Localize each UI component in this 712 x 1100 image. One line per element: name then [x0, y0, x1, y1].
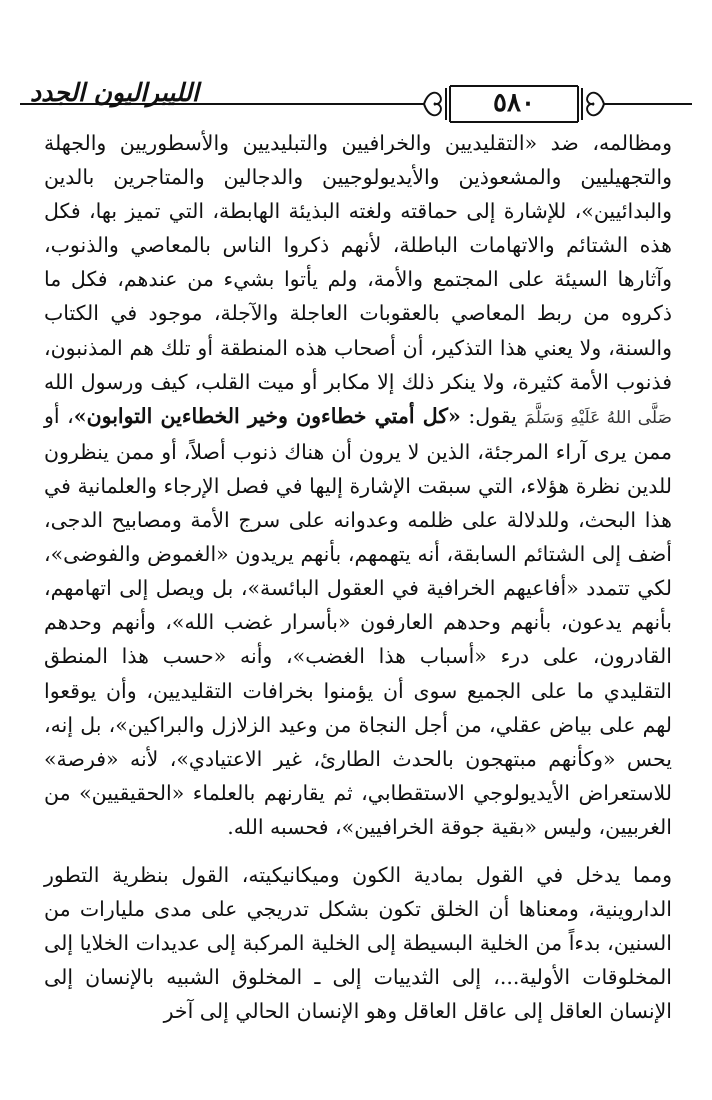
text-line: غير الاعتيادي»، لأنه «فرصة» للاستعراض الأيديولوجي الاستقطابي، ثم يقارنهم [44, 746, 672, 805]
page-number: ٥٨٠ [493, 88, 535, 118]
honorific-symbol: صَلَّى اللهُ عَلَيْهِ وَسَلَّمَ [524, 407, 672, 428]
text-line: القادرون، على درء «أسباب هذا الغضب»، وأنه «حسب هذا المنطق التقليدي ما على [44, 644, 672, 703]
text-line: والمشعوذين والأيديولوجيين والدجالين والمتاجرين بالدين والبدائيين»، للإشارة إلى [44, 165, 672, 224]
text-line: لا يرون أن هناك ذنوب أصلاً، أو ممن ينظرون للدين نظرة هؤلاء، التي سبقت الإشارة [44, 439, 673, 498]
hadith-quote: «كل أمتي خطاءون وخير الخطاءين التوابون» [73, 403, 461, 428]
text-line: الأمة كثيرة، ولا ينكر ذلك إلا مكابر أو ميت القلب، كيف ورسول الله [44, 369, 609, 394]
text-line: المخلوق الشبيه بالإنسان إلى الإنسان العاقل إلى عاقل العاقل وهو الإنسان الحالي إلى آخر [44, 965, 672, 1024]
paragraph [44, 126, 672, 844]
text-line: بالعلماء «الحقيقيين» من الغربيين، وليس «بقية جوقة الخرافيين»، فحسبه الله. [44, 780, 672, 839]
text-line: ومما يدخل في القول بمادية الكون وميكانيكيته، القول بنظرية التطور الداروينية، [44, 862, 672, 922]
text-line: ومظالمه، ضد «التقليديين والخرافيين والتبليديين والأسطوريين والجهلة والتجهيليين [44, 131, 672, 190]
text-line: والسنة، ولا يعني هذا التذكير، أن أصحاب هذه المنطقة أو تلك هم المذنبون، فذنوب [44, 335, 672, 394]
paragraph [44, 858, 672, 1028]
text-line: البسيطة إلى الخلية المركبة إلى عديدات الخلايا إلى المخلوقات الأولية...، إلى الثدييات إلى ـ [44, 931, 672, 990]
main-text [44, 126, 672, 1028]
running-title: الليبراليون الجدد [30, 78, 199, 107]
page-number-frame [388, 82, 640, 124]
text-line: إلى اتهامهم، بأنهم يدعون، بأنهم وحدهم العارفون «بأسرار غضب الله»، وأنهم وحدهم [44, 576, 672, 635]
text-line: ومعناها أن الخلق تكون بشكل تدريجي على مدى مليارات من السنين، بدءاً من الخلية [44, 897, 672, 956]
text-line: ، أو ممن يرى آراء المرجئة، الذين [44, 403, 672, 464]
page-header [20, 78, 692, 122]
text-line: «الغموض والفوضى»، لكي تتمدد «أفاعيهم الخرافية في العقول البائسة»، بل ويصل [44, 542, 672, 601]
text-line: سرج الأمة ومصابيح الدجى، أضف إلى الشتائم السابقة، أنه يتهمهم، بأنهم يريدون [44, 508, 672, 567]
text-line: يقول: [468, 403, 517, 428]
header-rule-right [640, 103, 692, 105]
text-line: إليها في فصل الإرجاء والعلمانية في هذا البحث، وللدلالة على ظلمه وعدوانه على [44, 473, 672, 533]
text-line: حماقته ولغته البذيئة الهابطة، التي تميز بها، فكل هذه الشتائم والاتهامات الباطلة، لأنهم [44, 199, 672, 258]
text-line: النجاة من وعيد الزلازل والبراكين»، بل إنه، يحس «وكأنهم مبتهجون بالحدث الطارئ، [44, 712, 672, 771]
text-line: عندهم، فكل ما ذكروه من ربط المعاصي بالعقوبات العاجلة والآجلة، موجود في الكتاب [44, 267, 672, 326]
text-line: ذكروا الناس بالمعاصي والذنوب، وآثارها السيئة على المجتمع والأمة، ولم يأتوا بشيء من [44, 233, 673, 292]
text-line: الجميع سوى أن يؤمنوا بخرافات التقليديين، وأن يوقعوا لهم على بياض عقلي، من أجل [44, 678, 672, 737]
